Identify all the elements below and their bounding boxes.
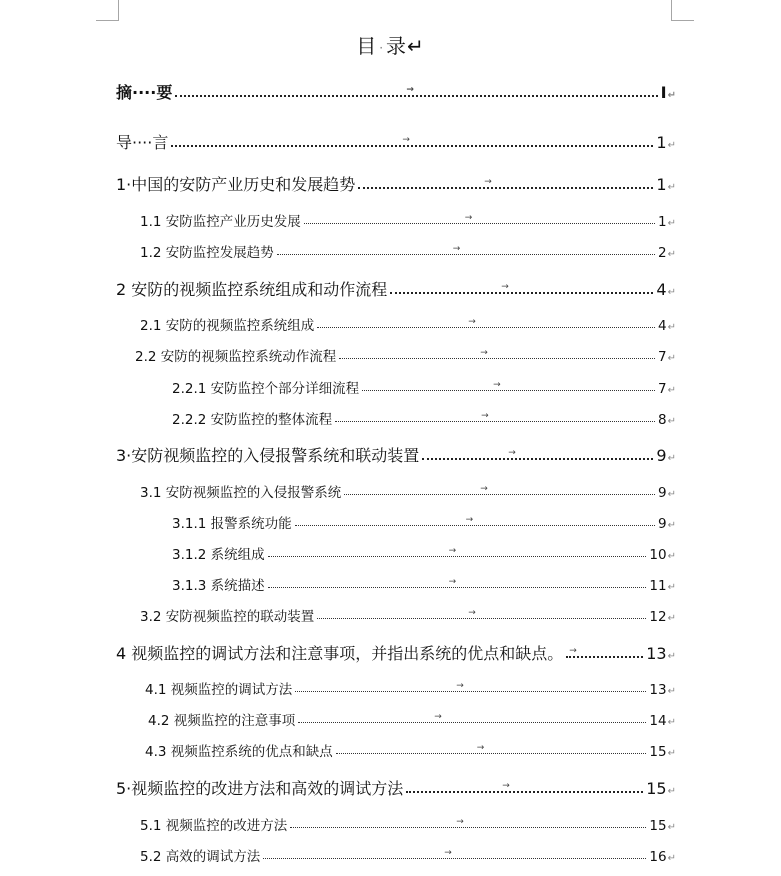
paragraph-mark: ↵ (667, 385, 676, 396)
tab-mark: → (468, 317, 476, 327)
toc-entry[interactable] (148, 709, 676, 729)
toc-title (0, 30, 781, 59)
toc-entry-title: 摘····要 (116, 83, 173, 102)
tab-mark: → (448, 546, 457, 556)
toc-entry[interactable] (116, 443, 676, 466)
tab-mark: → (481, 411, 489, 421)
toc-entry-title: 3.2 安防视频监控的联动装置 (140, 609, 315, 625)
toc-leader (566, 646, 643, 658)
tab-mark: → (493, 380, 501, 390)
toc-entry[interactable] (145, 740, 676, 760)
toc-leader (339, 348, 655, 359)
toc-entry[interactable] (116, 80, 676, 103)
toc-entry-title: 4 视频监控的调试方法和注意事项，并指出系统的优点和缺点。 (116, 644, 564, 663)
toc-entry-page: I (660, 83, 667, 102)
tab-mark: → (448, 577, 457, 587)
toc-entry-page: 2 (658, 245, 667, 261)
toc-entry-title: 2.2.2 安防监控的整体流程 (172, 412, 333, 428)
toc-entry[interactable] (135, 345, 676, 365)
toc-entry-title: 1.2 安防监控发展趋势 (140, 245, 274, 261)
toc-entry-page: 4 (656, 280, 667, 299)
toc-entry-title: 2 安防的视频监控系统组成和动作流程 (116, 280, 388, 299)
toc-entry[interactable] (140, 845, 676, 865)
toc-leader (317, 608, 646, 619)
toc-entry[interactable] (172, 543, 676, 563)
toc-leader (344, 484, 655, 495)
toc-leader (335, 411, 655, 422)
page-corner-mark-right (671, 0, 694, 21)
tab-mark: → (480, 484, 488, 494)
toc-entry-page: 13 (649, 682, 667, 698)
paragraph-mark: ↵ (667, 686, 676, 697)
toc-entry-page: 10 (649, 547, 667, 563)
toc-entry[interactable] (140, 241, 676, 261)
toc-leader (268, 577, 647, 588)
toc-leader (362, 380, 655, 391)
paragraph-mark: ↵ (667, 613, 676, 624)
tab-mark: → (501, 282, 509, 292)
paragraph-mark: ↵ (667, 353, 676, 364)
toc-leader (277, 244, 655, 255)
paragraph-mark: ↵ (667, 748, 676, 759)
toc-leader (390, 282, 653, 294)
toc-leader (175, 85, 657, 97)
toc-entry-page: 15 (649, 744, 667, 760)
tab-mark: → (465, 515, 474, 525)
toc-entry[interactable] (172, 408, 676, 428)
toc-entry[interactable] (116, 172, 676, 195)
toc-entry-title: 3.1 安防视频监控的入侵报警系统 (140, 485, 342, 501)
paragraph-mark: ↵ (667, 140, 676, 151)
toc-entry-title: 5.2 高效的调试方法 (140, 849, 261, 865)
paragraph-mark: ↵ (667, 416, 676, 427)
tab-mark: → (480, 348, 488, 358)
toc-entry-title: 3·安防视频监控的入侵报警系统和联动装置 (116, 446, 420, 465)
tab-mark: → (406, 85, 414, 95)
toc-entry-page: 11 (649, 578, 667, 594)
toc-entry-title: 2.2.1 安防监控个部分详细流程 (172, 381, 360, 397)
toc-entry-page: 4 (658, 318, 667, 334)
tab-mark: → (569, 646, 577, 656)
tab-mark: → (464, 213, 473, 223)
paragraph-mark: ↵ (667, 786, 676, 797)
toc-entry-title: 4.3 视频监控系统的优点和缺点 (145, 744, 333, 760)
toc-leader (406, 781, 643, 793)
toc-entry-page: 15 (649, 818, 667, 834)
tab-mark: → (402, 135, 410, 145)
toc-leader (295, 681, 646, 692)
toc-entry-page: 7 (658, 349, 667, 365)
toc-entry-title: 2.2 安防的视频监控系统动作流程 (135, 349, 337, 365)
toc-entry-page: 9 (658, 516, 667, 532)
paragraph-mark: ↵ (667, 453, 676, 464)
toc-leader (268, 546, 647, 557)
toc-leader (171, 135, 653, 147)
tab-mark: → (502, 781, 510, 791)
toc-entry-page: 14 (649, 713, 667, 729)
toc-entry-title: 2.1 安防的视频监控系统组成 (140, 318, 315, 334)
paragraph-mark: ↵ (667, 489, 676, 500)
paragraph-mark: ↵ (667, 90, 676, 101)
page-corner-mark-left (96, 0, 119, 21)
toc-entry-title: 3.1.2 系统组成 (172, 547, 265, 563)
toc-leader (304, 213, 655, 224)
toc-entry-page: 12 (649, 609, 667, 625)
toc-entry[interactable] (116, 776, 676, 799)
toc-entry-title: 4.2 视频监控的注意事项 (148, 713, 296, 729)
toc-entry[interactable] (140, 481, 676, 501)
toc-entry-page: 13 (646, 644, 667, 663)
tab-mark: → (456, 817, 464, 827)
paragraph-mark: ↵ (667, 322, 676, 333)
paragraph-mark: ↵ (667, 582, 676, 593)
toc-entry[interactable] (140, 605, 676, 625)
toc-title-char-1: 目 (356, 34, 378, 58)
toc-entry-title: 4.1 视频监控的调试方法 (145, 682, 293, 698)
toc-entry-title: 5.1 视频监控的改进方法 (140, 818, 288, 834)
tab-mark: → (468, 608, 476, 618)
toc-entry-title: 3.1.3 系统描述 (172, 578, 265, 594)
paragraph-mark: ↵ (667, 287, 676, 298)
tab-mark: → (434, 712, 442, 722)
toc-entry-page: 16 (649, 849, 667, 865)
paragraph-mark: ↵ (667, 822, 676, 833)
toc-entry-title: 1·中国的安防产业历史和发展趋势 (116, 175, 356, 194)
paragraph-mark: ↵ (667, 853, 676, 864)
toc-entry-title: 1.1 安防监控产业历史发展 (140, 214, 301, 230)
toc-leader (295, 515, 655, 526)
toc-entry[interactable] (172, 574, 676, 594)
toc-entry-title: 5·视频监控的改进方法和高效的调试方法 (116, 779, 404, 798)
tab-mark: → (476, 743, 485, 753)
toc-entry-title: 导····言 (116, 133, 169, 152)
toc-title-char-2: 录 (386, 34, 408, 58)
toc-leader (317, 317, 655, 328)
toc-entry-page: 9 (658, 485, 667, 501)
toc-entry[interactable] (116, 277, 676, 300)
toc-entry[interactable] (116, 130, 676, 153)
toc-leader (298, 712, 646, 723)
toc-entry[interactable] (140, 814, 676, 834)
paragraph-mark: ↵ (667, 249, 676, 260)
toc-entry[interactable] (172, 377, 676, 397)
toc-entry-page: 7 (658, 381, 667, 397)
toc-entry-title: 3.1.1 报警系统功能 (172, 516, 292, 532)
paragraph-mark: ↵ (667, 182, 676, 193)
tab-mark: → (508, 448, 516, 458)
toc-leader (336, 743, 647, 754)
paragraph-mark: ↵ (667, 520, 676, 531)
paragraph-mark: ↵ (667, 717, 676, 728)
toc-leader (290, 817, 646, 828)
toc-entry[interactable] (116, 641, 676, 664)
toc-entry[interactable] (145, 678, 676, 698)
toc-entry-page: 8 (658, 412, 667, 428)
toc-leader (422, 448, 653, 460)
toc-entry-page: 15 (646, 779, 667, 798)
toc-leader (358, 177, 653, 189)
toc-entry-page: 1 (656, 133, 667, 152)
paragraph-mark: ↵ (667, 218, 676, 229)
tab-mark: → (452, 244, 461, 254)
toc-entry-page: 1 (658, 214, 667, 230)
toc-entry[interactable] (172, 512, 676, 532)
tab-mark: → (444, 848, 452, 858)
toc-entry[interactable] (140, 210, 676, 230)
toc-entry[interactable] (140, 314, 676, 334)
paragraph-mark: ↵ (667, 651, 676, 662)
toc-leader (263, 848, 646, 859)
toc-entry-page: 1 (656, 175, 667, 194)
tab-mark: → (484, 177, 492, 187)
toc-entry-page: 9 (656, 446, 667, 465)
toc-title-dot: · (379, 40, 385, 55)
tab-mark: → (456, 681, 464, 691)
paragraph-mark: ↵ (667, 551, 676, 562)
paragraph-mark: ↵ (407, 34, 425, 58)
